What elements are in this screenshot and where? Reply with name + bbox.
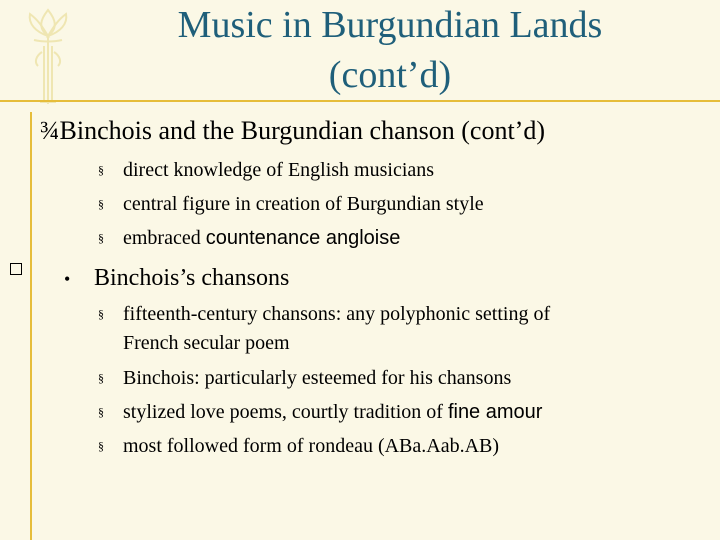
level1-item	[64, 262, 289, 295]
list-item	[98, 364, 698, 393]
list-item-emphasis: countenance angloise	[205, 227, 401, 249]
list-item-text: central figure in creation of Burgundian style	[123, 193, 484, 215]
list-item	[98, 300, 698, 358]
title-line-1: Music in Burgundian Lands	[177, 4, 603, 46]
list-item-text: most followed form of rondeau (ABa.Aab.AB)	[123, 435, 500, 457]
list-item-continuation: French secular poem	[123, 332, 290, 354]
title-divider-line	[0, 100, 720, 102]
square-bullet-icon: §	[98, 405, 104, 419]
fleur-ornament-icon	[20, 6, 76, 110]
square-bullet-icon: §	[98, 163, 104, 177]
heading-text: Binchois and the Burgundian chanson (cont’d)	[59, 116, 545, 145]
placeholder-box-icon	[10, 263, 22, 275]
slide-title	[80, 0, 700, 100]
list-item	[98, 432, 698, 461]
list-item	[98, 224, 698, 253]
section-heading	[40, 114, 700, 148]
level1-item-text: Binchois’s chansons	[94, 265, 290, 291]
list-item-text: direct knowledge of English musicians	[123, 159, 435, 181]
list-item-text	[123, 224, 698, 253]
list-item-text	[123, 398, 698, 427]
heading-bullet-marker: ¾	[40, 116, 60, 145]
round-bullet-icon: •	[64, 269, 71, 289]
list-item-plain: stylized love poems, courtly tradition of	[123, 401, 448, 423]
list-item	[98, 398, 698, 427]
list-item-text: fifteenth-century chansons: any polyphonic setting of	[123, 303, 551, 325]
title-line-2: (cont’d)	[328, 54, 452, 96]
square-bullet-icon: §	[98, 371, 104, 385]
left-accent-line	[30, 112, 32, 540]
square-bullet-icon: §	[98, 439, 104, 453]
square-bullet-icon: §	[98, 231, 104, 245]
list-item-text: Binchois: particularly esteemed for his chansons	[123, 367, 512, 389]
list-item	[98, 190, 698, 219]
list-item-plain: embraced	[123, 227, 206, 249]
square-bullet-icon: §	[98, 307, 104, 321]
list-item	[98, 156, 698, 185]
list-item-emphasis: fine amour	[447, 401, 543, 423]
square-bullet-icon: §	[98, 197, 104, 211]
